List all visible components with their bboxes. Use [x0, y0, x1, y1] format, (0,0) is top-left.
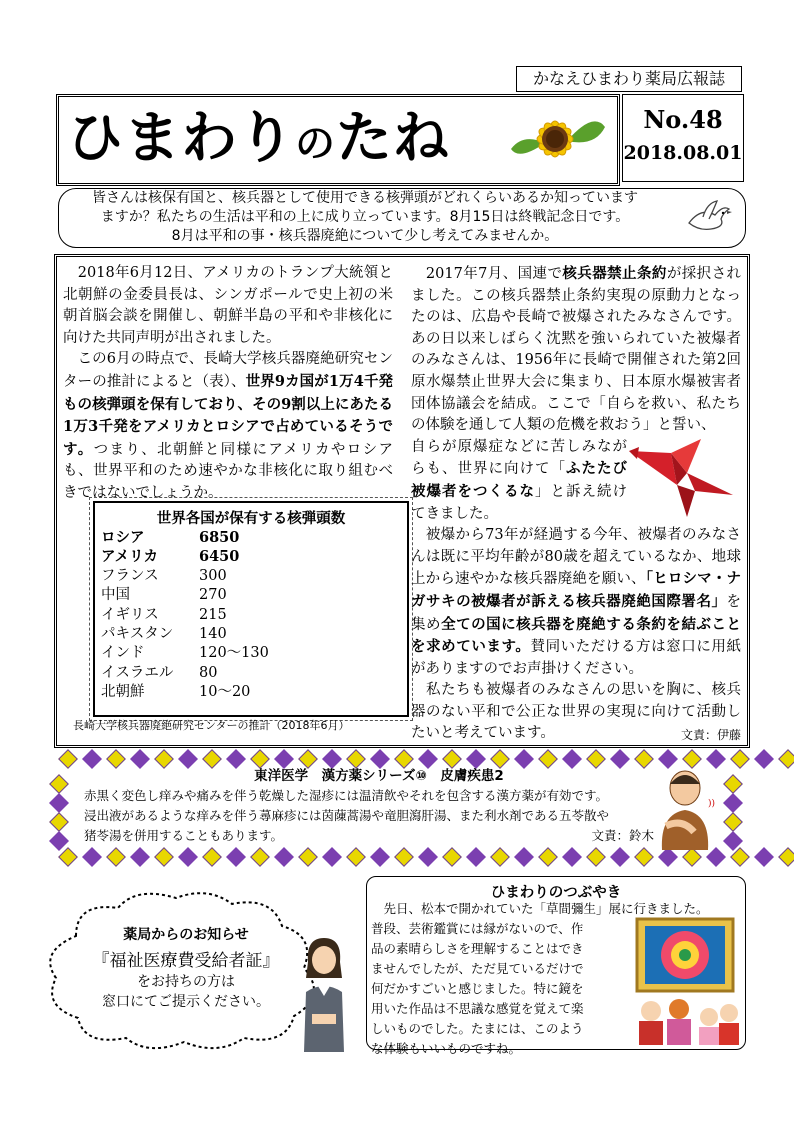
tsubuyaki-line: 普段、芸術鑑賞には縁がないので、作 [371, 921, 584, 936]
diamond-ornament [634, 847, 654, 867]
kampo-text [84, 766, 674, 846]
country-name: イギリス [101, 606, 159, 623]
sunflower-icon [505, 101, 609, 177]
warhead-count: 120～130 [199, 645, 269, 662]
table-row [95, 683, 407, 702]
table-body [95, 528, 407, 703]
paragraph [63, 349, 393, 504]
diamond-ornament [562, 847, 582, 867]
diamond-ornament [723, 793, 743, 813]
paragraph [411, 263, 741, 437]
kampo-section [52, 752, 742, 864]
emphasis-text: 「ヒロシマ・ナガサキの被爆者が訴える核兵器廃絶国際署名」 [411, 570, 742, 610]
text: この6月の時点で、長崎大学核兵器廃絶研究センターの推計によると（表）、 [63, 351, 393, 390]
diamond-ornament [442, 847, 462, 867]
text: 賛同いただける方は窓口に用紙がありますのでお声掛けください。 [411, 639, 742, 677]
text: つまり、北朝鮮と同様にアメリカやロシアも、世界平和のため速やかな非核化に取り組むべきではないでしょうか。 [63, 441, 393, 501]
diamond-ornament [586, 847, 606, 867]
kampo-line: 赤黒く変色し痒みや痛みを伴う乾燥した湿疹には温清飲やそれを包含する漢方薬が有効です。 [84, 788, 609, 803]
diamond-ornament [322, 847, 342, 867]
table-source: 長崎大学核兵器廃絶研究センターの推計（2018年6月） [73, 719, 350, 732]
diamond-ornament [298, 847, 318, 867]
diamond-ornament [370, 847, 390, 867]
warhead-count: 6450 [199, 548, 240, 566]
diamond-ornament [723, 812, 743, 832]
title-main: ひまわり [67, 106, 295, 171]
diamond-ornament [723, 774, 743, 794]
left-column [63, 263, 393, 505]
text: 」と訴え続けてきました。 [411, 483, 627, 522]
diamond-ornament [754, 847, 774, 867]
notice-text [66, 924, 306, 1011]
table-row [95, 528, 407, 547]
diamond-ornament [82, 847, 102, 867]
diamond-ornament [154, 847, 174, 867]
diamond-ornament [226, 847, 246, 867]
paragraph: 2018年6月12日、アメリカのトランプ大統領と北朝鮮の金委員長は、シンガポールで史上初の米朝首脳会談を開催し、朝鮮半島の平和や非核化に向けた共同声明が出されました。 [63, 265, 393, 346]
diamond-ornament [706, 847, 726, 867]
main-article [54, 254, 750, 748]
intro-line: 8月は平和の事・核兵器廃絶について少し考えてみませんか。 [171, 228, 559, 244]
diamond-ornament [610, 847, 630, 867]
country-name: イスラエル [101, 664, 174, 681]
diamond-ornament [49, 774, 69, 794]
country-name: 中国 [101, 587, 130, 604]
diamond-ornament [730, 749, 750, 769]
notice-item: 『福祉医療費受給者証』 [92, 951, 280, 971]
article-author: 文責：伊藤 [680, 728, 741, 743]
table-title: 世界各国が保有する核弾頭数 [156, 510, 346, 527]
diamond-border-bottom [56, 850, 794, 864]
text: 被爆から73年が経過する今年、被爆者のみなさんは既に平均年齢が80歳を超えているなか、地球上から速やかな核兵器廃絶を願い、 [411, 527, 741, 588]
emphasis-text: 全ての国に核兵器を廃絶する条約を結ぶことを求めています。 [411, 615, 742, 656]
text: 自らが原爆症などに苦しみながらも、世界に向けて「 [411, 438, 627, 478]
text: を集め [411, 593, 741, 633]
notice-line: 窓口にてご提示ください。 [102, 994, 270, 1010]
paper-crane-icon [625, 433, 737, 523]
diamond-ornament [658, 847, 678, 867]
table-row [95, 606, 407, 625]
kampo-author: 文責：鈴木 [591, 828, 654, 843]
diamond-ornament [274, 847, 294, 867]
kampo-line: 浸出液があるような痒みを伴う蕁麻疹には茵蔯蒿湯や竜胆瀉肝湯、また利水剤である五苓散や [84, 808, 610, 823]
table-row [95, 664, 407, 683]
diamond-ornament [466, 847, 486, 867]
diamond-ornament [178, 847, 198, 867]
tsubuyaki-line: な体験もいいものですね。 [371, 1041, 522, 1056]
diamond-border-top [56, 752, 794, 766]
nuclear-table [93, 501, 409, 717]
tsubuyaki-line: 品の素晴らしさを理解することはでき [371, 941, 584, 956]
table-row [95, 567, 407, 586]
diamond-border-right [726, 772, 740, 853]
intro-box [58, 188, 746, 248]
country-name: パキスタン [101, 626, 174, 643]
dove-icon [681, 197, 733, 239]
emphasis-text: ふたたび被爆者をつくるな [411, 460, 627, 500]
warhead-count: 80 [199, 664, 218, 681]
diamond-ornament [538, 847, 558, 867]
diamond-ornament [250, 847, 270, 867]
scratching-man-icon [652, 766, 718, 850]
country-name: ロシア [101, 529, 145, 546]
diamond-ornament [394, 847, 414, 867]
paragraph [411, 525, 741, 680]
notice-title: 薬局からのお知らせ [123, 927, 249, 943]
text: 猪苓湯を併用することもあります。 [84, 828, 284, 843]
pharmacist-woman-icon [296, 932, 352, 1056]
issue-date: 2018.08.01 [623, 142, 743, 164]
warhead-count: 215 [199, 606, 227, 623]
tsubuyaki-title: ひまわりのつぶやき [490, 885, 622, 901]
kampo-title: 東洋医学 漢方薬シリーズ⑩ 皮膚疾患2 [254, 768, 504, 784]
diamond-ornament [202, 847, 222, 867]
diamond-ornament [49, 793, 69, 813]
diamond-border-left [52, 772, 66, 853]
title-end: たね [336, 106, 450, 171]
diamond-ornament [130, 847, 150, 867]
emphasis-text: 世界9カ国が1万4千発もの核弾頭を保有しており、その9割以上にあたる1万3千発をアメリカとロシアで占めているそうです。 [63, 372, 393, 458]
newsletter-title [67, 103, 450, 180]
diamond-ornament [49, 812, 69, 832]
paragraph [411, 437, 627, 525]
warhead-count: 270 [199, 587, 227, 604]
diamond-ornament [58, 749, 78, 769]
diamond-ornament [723, 831, 743, 851]
tsubuyaki-line: しいものでした。たまには、このよう [371, 1021, 584, 1036]
country-name: インド [101, 645, 145, 662]
newsletter-subtitle: かなえひまわり薬局広報誌 [516, 66, 742, 92]
intro-line: ますか？私たちの生活は平和の上に成り立っています。8月15日は終戦記念日です。 [100, 209, 630, 225]
country-name: アメリカ [101, 548, 158, 566]
art-gallery-icon [629, 917, 741, 1045]
kampo-line [84, 826, 674, 846]
paragraph: 私たちも被爆者のみなさんの思いを胸に、核兵器のない平和で公正な世界の実現に向けて活動したいと考えています。 [411, 682, 741, 742]
tsubuyaki-line: 何だかすごいと感じました。特に鏡を [371, 981, 584, 996]
diamond-ornament [346, 847, 366, 867]
emphasis-text: 核兵器禁止条約 [562, 265, 667, 282]
intro-line: 皆さんは核保有国と、核兵器として使用できる核弾頭がどれくらいあるか知っています [92, 190, 638, 206]
warhead-count: 140 [199, 626, 227, 643]
diamond-ornament [778, 749, 794, 769]
tsubuyaki-box [366, 876, 746, 1056]
diamond-ornament [49, 831, 69, 851]
issue-box [622, 94, 744, 182]
table-row [95, 625, 407, 644]
table-row [95, 586, 407, 605]
notice-line: をお持ちの方は [137, 974, 235, 990]
country-name: 北朝鮮 [101, 684, 145, 701]
warhead-count: 300 [199, 567, 227, 584]
diamond-ornament [418, 847, 438, 867]
diamond-ornament [682, 847, 702, 867]
diamond-ornament [490, 847, 510, 867]
pharmacy-notice [36, 886, 340, 1054]
warhead-count: 6850 [199, 529, 240, 546]
text: 2017年7月、国連で [411, 266, 563, 282]
tsubuyaki-line: 先日、松本で開かれていた「草間彌生」展に行きました。 [371, 901, 709, 916]
svg-text:)): )) [708, 799, 716, 809]
country-name: フランス [101, 567, 159, 584]
masthead [56, 94, 620, 186]
tsubuyaki-line: 用いた作品は不思議な感覚を覚えて楽 [371, 1001, 584, 1016]
tsubuyaki-line: ませんでしたが、ただ見ているだけで [371, 961, 584, 976]
diamond-ornament [754, 749, 774, 769]
diamond-ornament [106, 847, 126, 867]
warhead-count: 10～20 [199, 684, 251, 701]
title-particle: の [295, 121, 336, 167]
text: が採択されました。この核兵器禁止条約実現の原動力となったのは、広島や長崎で被爆されたみなさんです。あの日以来しばらく沈黙を強いられていた被爆者のみなさんは、1956年に長崎で開催された第2回原水爆禁止世界大会に集まり、日本原水爆被害者団体協議会を結成。ここで「自らを救い、私たちの体験を通して人類の危機を救おう」と誓い、 [411, 266, 741, 434]
table-row [95, 644, 407, 663]
table-row [95, 547, 407, 566]
issue-number: No.48 [643, 105, 723, 134]
diamond-ornament [778, 847, 794, 867]
diamond-ornament [514, 847, 534, 867]
